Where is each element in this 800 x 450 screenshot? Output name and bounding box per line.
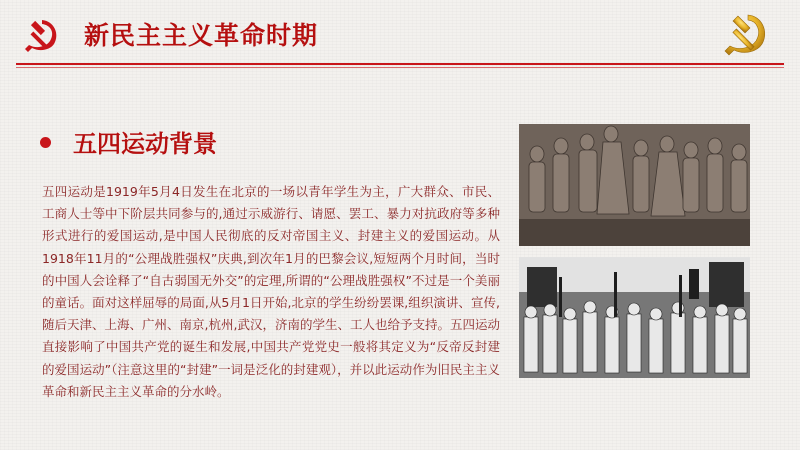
hammer-sickle-icon (22, 16, 62, 56)
header-divider (16, 63, 784, 65)
crowd-photo-image (519, 257, 750, 378)
relief-sculpture-image (519, 124, 750, 246)
hammer-sickle-icon (722, 10, 772, 60)
section-title: 五四运动背景 (73, 130, 217, 158)
page-title: 新民主主义革命时期 (84, 21, 319, 50)
header-divider-thin (16, 67, 784, 68)
section-bullet-icon (40, 137, 51, 148)
header-bar (0, 0, 800, 68)
body-paragraph: 五四运动是1919年5月4日发生在北京的一场以青年学生为主，广大群众、市民、工商人士等中下阶层共同参与的,通过示威游行、请愿、罢工、暴力对抗政府等多种形式进行的爱国运动,是中国人民彻底的反对帝国主义、封建主义的爱国运动。从1918年11月的“公理战胜强权”庆典,到次年1月的巴黎会议,短短两个月时间，当时的中国人会诠释了“自古弱国无外交”的定理,所谓的“公理战胜强权”不过是一个美丽的童话。面对这样屈辱的局面,从5月1日开始,北京的学生纷纷罢课,组织演讲、宣传,随后天津、上海、广州、南京,杭州,武汉，济南的学生、工人也给予支持。五四运动直接影响了中国共产党的诞生和发展,中国共产党党史一般将其定义为“反帝反封建的爱国运动”（注意这里的“封建”一词是泛化的封建观），并以此运动作为旧民主主义革命和新民主主义革命的分水岭。 (42, 184, 500, 399)
